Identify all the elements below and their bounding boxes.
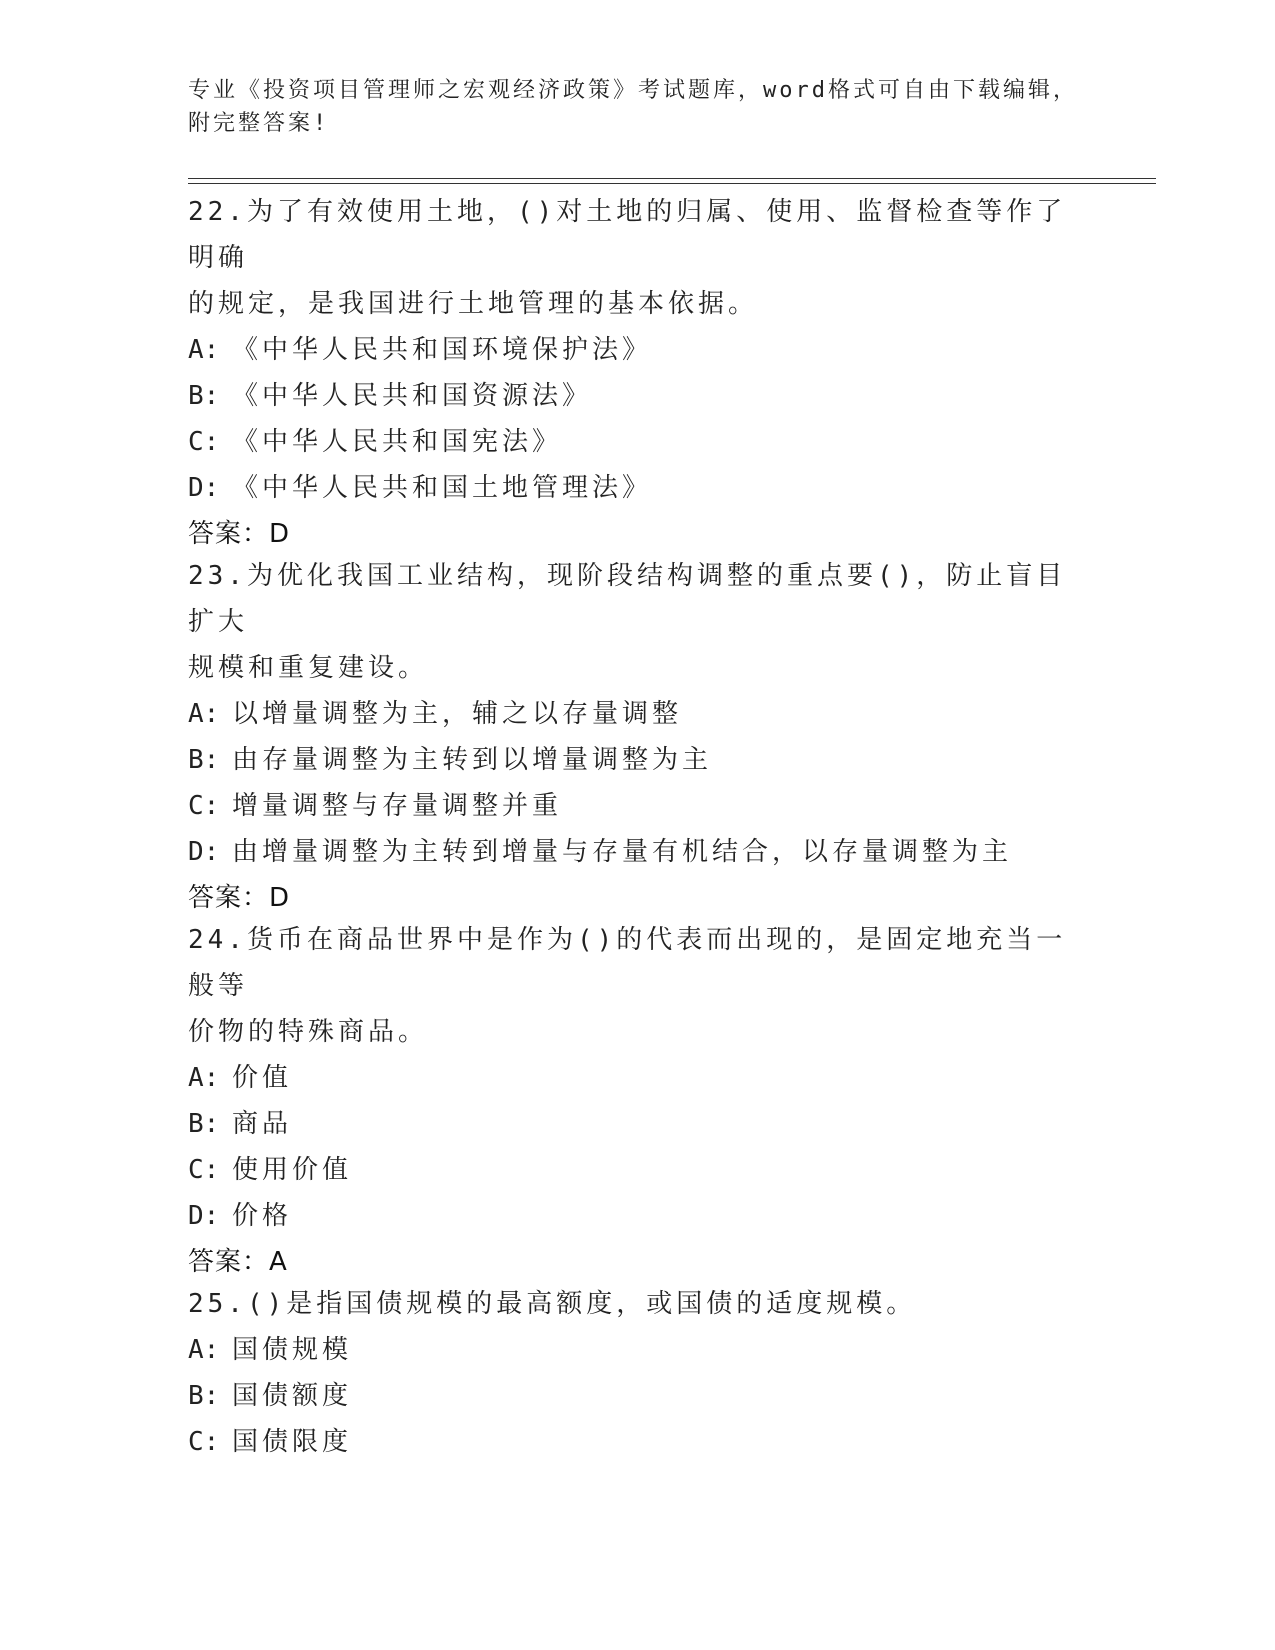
option-text: 《中华人民共和国土地管理法》: [232, 473, 653, 503]
option-letter: A:: [188, 699, 220, 729]
option-c: [188, 419, 1088, 465]
question-stem-line: 22.为了有效使用土地，()对土地的归属、使用、监督检查等作了明确: [188, 197, 1067, 273]
option-a: [188, 1327, 1088, 1373]
question-stem-line: 的规定，是我国进行土地管理的基本依据。: [188, 289, 759, 319]
option-b: [188, 737, 1088, 783]
option-b: [188, 1101, 1088, 1147]
option-text: 由存量调整为主转到以增量调整为主: [232, 745, 713, 775]
question-stem-line: 规模和重复建设。: [188, 653, 429, 683]
option-b: [188, 373, 1088, 419]
header-line-2: 附完整答案!: [188, 111, 330, 136]
question-stem-line: 23.为优化我国工业结构，现阶段结构调整的重点要()，防止盲目扩大: [188, 561, 1067, 637]
option-b: [188, 1373, 1088, 1419]
option-text: 《中华人民共和国宪法》: [232, 427, 563, 457]
document-header: [188, 74, 1088, 140]
option-text: 增量调整与存量调整并重: [232, 791, 563, 821]
question-22: [188, 189, 1088, 557]
option-letter: C:: [188, 427, 220, 457]
option-letter: A:: [188, 1335, 220, 1365]
option-letter: B:: [188, 1109, 220, 1139]
question-stem-line: 25.()是指国债规模的最高额度，或国债的适度规模。: [188, 1289, 917, 1319]
option-letter: B:: [188, 381, 220, 411]
option-d: [188, 829, 1088, 875]
header-line-1: 专业《投资项目管理师之宏观经济政策》考试题库，word格式可自由下载编辑，: [188, 78, 1078, 103]
option-c: [188, 1147, 1088, 1193]
option-text: 使用价值: [232, 1155, 353, 1185]
option-text: 国债限度: [232, 1427, 353, 1457]
option-letter: C:: [188, 1427, 220, 1457]
answer-line: 答案：D: [188, 519, 291, 549]
question-23: [188, 553, 1088, 921]
question-24: [188, 917, 1088, 1285]
option-text: 由增量调整为主转到增量与存量有机结合，以存量调整为主: [232, 837, 1013, 867]
option-letter: C:: [188, 791, 220, 821]
option-a: [188, 691, 1088, 737]
question-stem-line: 24.货币在商品世界中是作为()的代表而出现的，是固定地充当一般等: [188, 925, 1067, 1001]
option-letter: A:: [188, 335, 220, 365]
option-text: 《中华人民共和国资源法》: [232, 381, 593, 411]
answer-line: 答案：D: [188, 883, 291, 913]
header-divider-bottom: [188, 183, 1156, 184]
question-25: [188, 1281, 1088, 1465]
option-a: [188, 1055, 1088, 1101]
option-letter: D:: [188, 1201, 220, 1231]
option-c: [188, 783, 1088, 829]
option-text: 价格: [232, 1201, 293, 1231]
option-letter: C:: [188, 1155, 220, 1185]
option-text: 价值: [232, 1063, 293, 1093]
option-d: [188, 1193, 1088, 1239]
option-letter: D:: [188, 473, 220, 503]
option-letter: A:: [188, 1063, 220, 1093]
option-c: [188, 1419, 1088, 1465]
answer-line: 答案：A: [188, 1247, 288, 1277]
option-a: [188, 327, 1088, 373]
question-stem-line: 价物的特殊商品。: [188, 1017, 429, 1047]
option-text: 国债规模: [232, 1335, 353, 1365]
option-letter: D:: [188, 837, 220, 867]
header-divider-top: [188, 178, 1156, 179]
option-text: 商品: [232, 1109, 293, 1139]
option-letter: B:: [188, 1381, 220, 1411]
option-d: [188, 465, 1088, 511]
option-letter: B:: [188, 745, 220, 775]
option-text: 《中华人民共和国环境保护法》: [232, 335, 653, 365]
option-text: 以增量调整为主，辅之以存量调整: [232, 699, 683, 729]
option-text: 国债额度: [232, 1381, 353, 1411]
